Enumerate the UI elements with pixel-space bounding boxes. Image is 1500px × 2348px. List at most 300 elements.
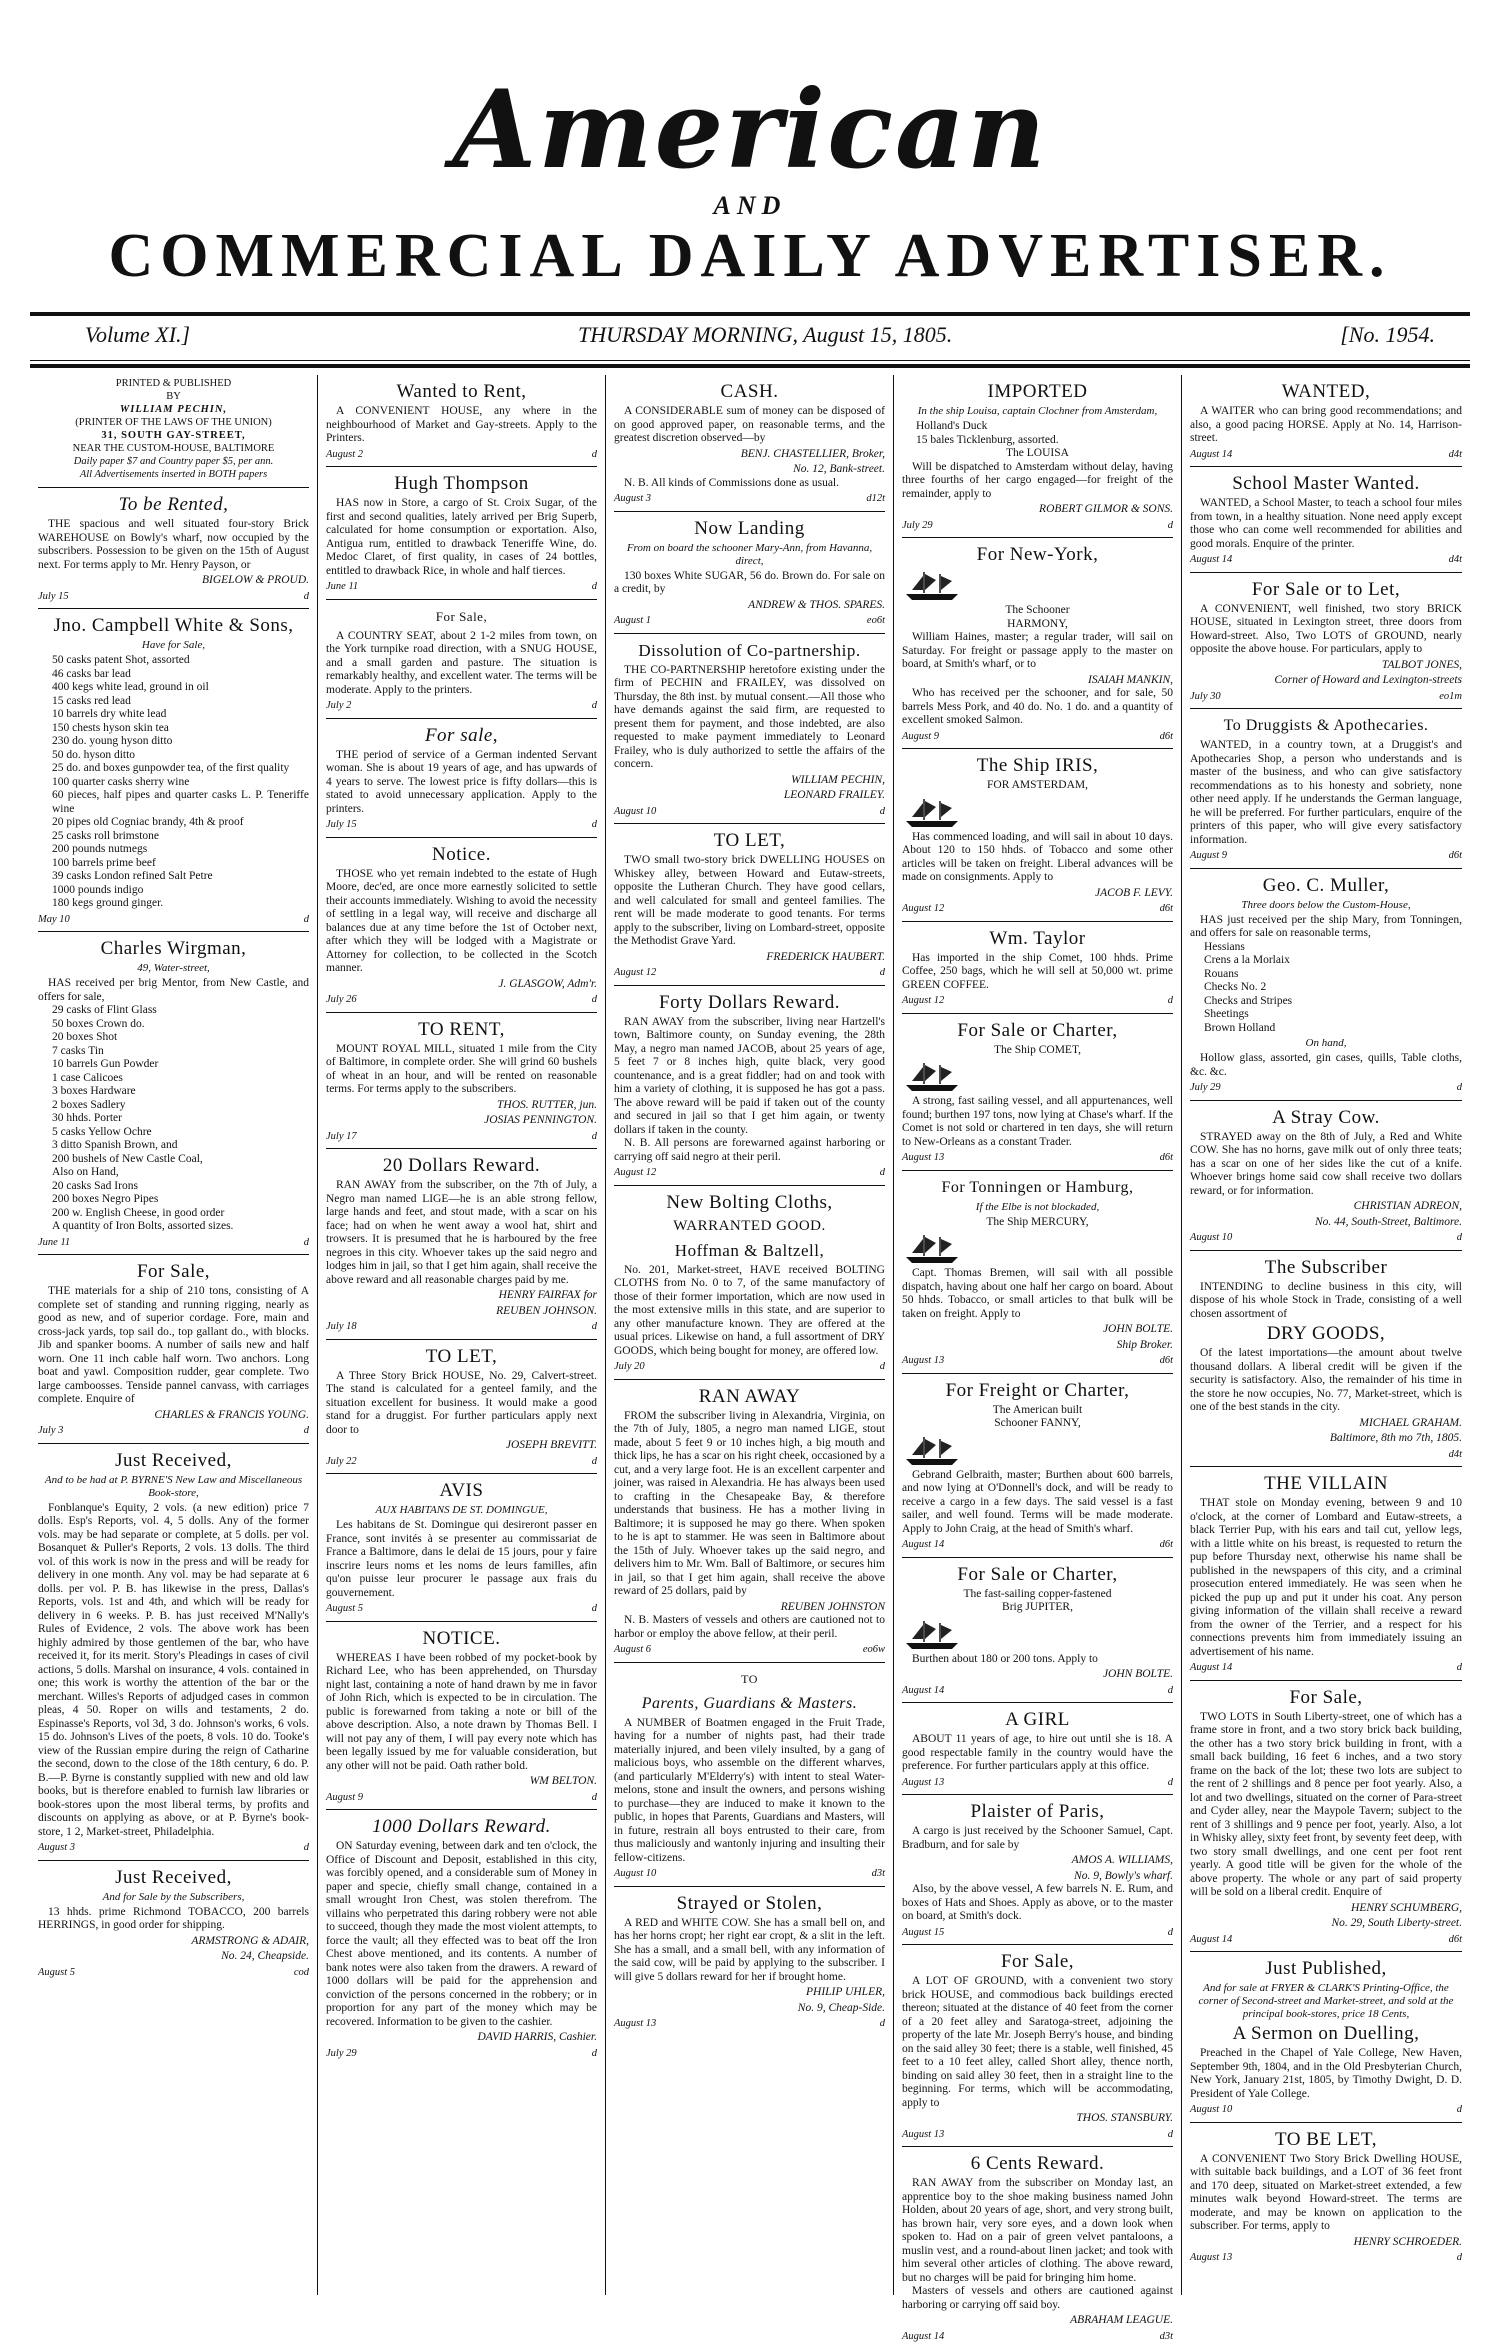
ad-date: July 20 bbox=[614, 1361, 645, 1372]
ad-subtitle: AUX HABITANS DE ST. DOMINGUE, bbox=[375, 1504, 548, 1516]
ad-signature: FREDERICK HAUBERT. bbox=[766, 950, 885, 963]
ad-mark: d bbox=[591, 1455, 597, 1467]
ship-name: Brig JUPITER, bbox=[1002, 1601, 1073, 1613]
ad-subtitle: In the ship Louisa, captain Clochner from Amsterdam, bbox=[917, 405, 1158, 417]
ad-title: TO LET, bbox=[713, 830, 786, 851]
list-item: 50 casks patent Shot, assorted bbox=[52, 654, 190, 666]
list-item: 15 bales Ticklenburg, assorted. bbox=[916, 433, 1059, 446]
advertisement bbox=[1190, 869, 1462, 1101]
ad-date: August 13 bbox=[1190, 2252, 1233, 2263]
ad-footer bbox=[902, 1684, 1173, 1698]
ad-title: 1000 Dollars Reward. bbox=[372, 1816, 551, 1837]
list-item: 10 barrels Gun Powder bbox=[52, 1058, 159, 1070]
ad-signature: WM BELTON. bbox=[529, 1775, 597, 1787]
ad-signature: DAVID HARRIS, Cashier. bbox=[477, 2031, 597, 2043]
ad-date: August 14 bbox=[1190, 554, 1233, 565]
ad-signature: WILLIAM PECHIN, bbox=[791, 773, 885, 786]
ad-body: A Three Story Brick HOUSE, No. 29, Calvert-street. The stand is calculated for a genteel family, and the situation excellent for business. It would make a good stand for a druggist. For further particulars apply next door to bbox=[326, 1369, 597, 1436]
ad-title: Just Published, bbox=[1265, 1958, 1387, 1979]
advertisement bbox=[902, 1558, 1173, 1704]
ad-footer bbox=[1190, 448, 1462, 462]
ship-name: The Ship MERCURY, bbox=[986, 1215, 1089, 1228]
list-item: 20 boxes Shot bbox=[52, 1031, 118, 1043]
ad-title: TO BE LET, bbox=[1275, 2128, 1377, 2150]
list-item: 2 boxes Sadlery bbox=[52, 1098, 126, 1111]
ad-body: Preached in the Chapel of Yale College, New Haven, September 9th, 1804, and in the Old Presbyterian Church, New York, January 21st, 1805, by Timothy Dwight, D. D. President of Yale College. bbox=[1190, 2047, 1462, 2100]
ad-signature-line: REUBEN JOHNSON. bbox=[496, 1304, 597, 1317]
dateline bbox=[85, 322, 1435, 352]
advertisement bbox=[326, 1340, 597, 1475]
ad-signature-line: No. 29, South Liberty-street. bbox=[1331, 1917, 1462, 1929]
ad-title: For Sale, bbox=[136, 1261, 211, 1282]
ad-footer bbox=[1190, 1231, 1462, 1245]
advertisement bbox=[38, 1255, 309, 1444]
ad-title: New Bolting Cloths, bbox=[666, 1191, 833, 1213]
ad-subtitle: The American built bbox=[992, 1403, 1083, 1416]
ad-body: A RED and WHITE COW. She has a small bell on, and has her horns cropt; her right ear cropt, & a slit in the left. She has a small, and a small bell, with any information of the said cow, will be paid by applying to the subscriber. I will give 5 dollars reward for her if brought home. bbox=[614, 1916, 885, 1983]
ad-title: AVIS bbox=[439, 1480, 484, 1501]
ad-mark: eo6t bbox=[866, 615, 885, 626]
ad-title: For Sale or Charter, bbox=[957, 1019, 1118, 1041]
ad-body: A COUNTRY SEAT, about 2 1-2 miles from town, on the York turnpike road direction, with a SNUG HOUSE, and a small garden and pasture. The situation is remarkably healthy, and excellent water. The terms will be moderate. Apply to the printers. bbox=[326, 629, 597, 696]
ad-subtitle: Have for Sale, bbox=[141, 639, 206, 651]
ad-signature: ISAIAH MANKIN, bbox=[1088, 673, 1173, 686]
ad-title: Now Landing bbox=[694, 517, 805, 539]
advertisement bbox=[326, 1013, 597, 1150]
advertisement bbox=[614, 512, 885, 634]
ad-note: Masters of vessels and others are cautioned against harboring or carrying off said boy. bbox=[902, 2285, 1173, 2311]
ad-footer bbox=[326, 1130, 597, 1144]
ad-title: Wanted to Rent, bbox=[396, 381, 527, 402]
ad-body: RAN AWAY from the subscriber, on the 7th of July, a Negro man named LIGE—he is an able strong fellow, large hands and feet, and stout made, with a scar on his face; had on when he went away a wool hat, shirt and trowsers. It is presumed that he is harboured by the free negroes in this city. Whoever takes up the said negro and lodges him in jail, so that I get him again, shall receive the above reward and all reasonable charges paid by me. bbox=[326, 1179, 597, 1286]
ad-mark: d bbox=[879, 1167, 885, 1178]
ad-title: Charles Wirgman, bbox=[100, 938, 247, 959]
ad-footer bbox=[614, 2017, 885, 2031]
ad-title: CASH. bbox=[720, 381, 779, 402]
ad-footer bbox=[614, 492, 885, 506]
ship-name: Schooner FANNY, bbox=[994, 1417, 1081, 1429]
ad-mark: eo1m bbox=[1439, 690, 1462, 702]
ad-body: HAS received per brig Mentor, from New Castle, and offers for sale, bbox=[38, 977, 309, 1003]
advertisement bbox=[902, 1171, 1173, 1374]
ad-signature: ANDREW & THOS. SPARES. bbox=[748, 598, 885, 611]
ad-signature: BENJ. CHASTELLIER, Broker, bbox=[740, 447, 885, 460]
ad-mark: d bbox=[879, 2018, 885, 2029]
ad-mark: d bbox=[303, 1842, 309, 1853]
ad-footer bbox=[38, 590, 309, 604]
list-item: A quantity of Iron Bolts, assorted sizes. bbox=[52, 1220, 234, 1232]
ad-footer bbox=[614, 614, 885, 628]
advertisement bbox=[1190, 1681, 1462, 1953]
ad-footer bbox=[1190, 1081, 1462, 1095]
ad-footer bbox=[38, 1236, 309, 1250]
list-item: Also on Hand, bbox=[52, 1166, 119, 1178]
ship-icon bbox=[902, 1231, 1173, 1265]
ad-signature-line: No. 12, Bank-street. bbox=[793, 463, 885, 475]
publisher-address: 31, SOUTH GAY-STREET, bbox=[101, 430, 246, 441]
list-item: 200 w. English Cheese, in good order bbox=[52, 1206, 225, 1219]
newspaper-subtitle: COMMERCIAL DAILY ADVERTISER. bbox=[108, 222, 1392, 290]
ad-signature-line: No. 24, Cheapside. bbox=[221, 1950, 309, 1962]
ad-signature-line: No. 9, Bowly's wharf. bbox=[1074, 1869, 1173, 1882]
imprint-line: All Advertisements inserted in BOTH papers bbox=[79, 469, 268, 480]
advertisement bbox=[1190, 709, 1462, 869]
ad-signature: CHRISTIAN ADREON, bbox=[1353, 1200, 1462, 1212]
column-5 bbox=[1182, 375, 1470, 2295]
ad-body: THE materials for a ship of 210 tons, consisting of A complete set of standing and running rigging, nearly as good as new, and of superior cordage. Fore, main and cross-jack yards, top sail do., top gallant do., with blocks. Jib and spanker booms. A number of sails new and half worn. One 11 inch cable half worn. Two anchors. Long boat and yawl. Composition rudder, gear complete. Two large camboosses. Tenside pannel canvass, with carriages complete. Enquire of bbox=[38, 1285, 309, 1405]
ad-date: June 11 bbox=[326, 581, 359, 592]
ad-date: May 10 bbox=[38, 913, 70, 925]
list-item: 200 boxes Negro Pipes bbox=[52, 1193, 159, 1205]
ad-footer bbox=[614, 1360, 885, 1374]
ad-mark: eo6w bbox=[862, 1644, 885, 1655]
ad-mark: cod bbox=[293, 1966, 309, 1978]
ad-title: WANTED, bbox=[1281, 381, 1371, 402]
ad-mark: d bbox=[1167, 1926, 1173, 1938]
ad-body: TWO small two-story brick DWELLING HOUSES on Whiskey alley, between Howard and Eutaw-streets, opposite the Lutheran Church. They have good cellars, and well calculated for small and genteel families. The rent will be made moderate to good tenants. For terms apply to the subscriber, living on Lombard-street, opposite the Methodist Grave Yard. bbox=[614, 854, 885, 947]
list-item: Checks and Stripes bbox=[1204, 994, 1293, 1007]
ad-subtitle: From on board the schooner Mary-Ann, from Havanna, direct, bbox=[626, 541, 873, 567]
advertisement bbox=[902, 1795, 1173, 1945]
list-item: 60 pieces, half pipes and quarter casks L. P. Teneriffe wine bbox=[52, 789, 309, 815]
ad-mark: d bbox=[591, 1130, 597, 1142]
ad-note: N. B. All kinds of Commissions done as usual. bbox=[624, 476, 839, 489]
ad-mark: d bbox=[591, 819, 597, 830]
ad-body: FROM the subscriber living in Alexandria, Virginia, on the 7th of July, 1805, a negro man named LIGE, stout made, about 5 feet 9 or 10 inches high, a big mouth and thick lips, he has a scar on his right cheek, occasioned by a cut, and a very large foot. He is an excellent carpenter and joiner, was raised in Alexandria. He has always been used to crafting in the Chesapeake Bay, & therefore understands that business. He has a mother living in Baltimore; it is supposed he may go there. When spoken to he is apt to stammer. He was seen in Baltimore about the 15th of July. Whoever takes up the said negro, and delivers him to Mr. Wm. Ball of Baltimore, or secures him in jail, so that I get him again, shall receive the above reward of 25 dollars, paid by bbox=[614, 1409, 885, 1597]
ad-signature: J. GLASGOW, Adm'r. bbox=[498, 977, 597, 990]
advertisement bbox=[1190, 375, 1462, 467]
ad-mark: d bbox=[591, 1791, 597, 1803]
ad-signature-line: Ship Broker. bbox=[1116, 1338, 1173, 1351]
ad-footer bbox=[1190, 849, 1462, 863]
ad-body: ON Saturday evening, between dark and ten o'clock, the Office of Discount and Deposit, established in this city, was forcibly opened, and a considerable sum of Money in paper and specie, chiefly small change, contained in a small wrought Iron Chest, was stolen therefrom. The villains who perpetrated this daring robbery were not able to succeed, though they made the most violent attempts, to force the vault; all they effected was to beat off the Iron Chest above mentioned, and its contents. A number of bank notes were also taken from the drawers. A reward of 1000 dollars will be paid for the apprehension and conviction of the persons concerned in the robbery; or in proportion for any part of the money which may be recovered. Information to be given to the cashier. bbox=[326, 1840, 597, 2028]
ad-mark: d bbox=[591, 1321, 597, 1332]
ad-body: WANTED, a School Master, to teach a school four miles from town, in a healthy situation. None need apply except those who can come well recommended for abilities and good morals. Enquire of the printer. bbox=[1190, 497, 1462, 550]
ad-date: August 9 bbox=[1190, 850, 1228, 861]
ship-icon bbox=[902, 568, 1173, 602]
ad-signature-line: Corner of Howard and Lexington-streets bbox=[1274, 674, 1462, 686]
ad-date: July 2 bbox=[326, 700, 352, 711]
ad-footer bbox=[614, 1643, 885, 1657]
ad-date: August 13 bbox=[902, 2128, 945, 2140]
list-item: 400 kegs white lead, ground in oil bbox=[52, 681, 209, 693]
ad-mark: d bbox=[1456, 1662, 1462, 1673]
masthead-rule-bottom-thick bbox=[30, 364, 1470, 368]
ad-title: 20 Dollars Reward. bbox=[382, 1155, 541, 1176]
list-item: 20 pipes old Cogniac brandy, 4th & proof bbox=[52, 816, 244, 828]
advertisement bbox=[614, 1186, 885, 1380]
ad-mark: d bbox=[1456, 1082, 1462, 1093]
ad-footer bbox=[326, 448, 597, 462]
ship-name: The Ship COMET, bbox=[994, 1043, 1081, 1056]
ad-footer bbox=[1190, 690, 1462, 704]
ad-note: Who has received per the schooner, and for sale, 50 barrels Mess Pork, and 40 do. No. 1 do. and a quantity of excellent smoked Salmon. bbox=[902, 687, 1173, 726]
ad-date: July 29 bbox=[326, 2047, 357, 2059]
ad-footer bbox=[326, 1455, 597, 1469]
ad-footer bbox=[1190, 1661, 1462, 1675]
ad-title: For Sale or Charter, bbox=[957, 1563, 1118, 1585]
ad-mark: d bbox=[1456, 2104, 1462, 2115]
imprint-line: NEAR THE CUSTOM-HOUSE, BALTIMORE bbox=[72, 443, 275, 454]
advertisement bbox=[326, 1149, 597, 1340]
ad-mark: d bbox=[879, 1361, 885, 1372]
ad-footer bbox=[614, 1867, 885, 1881]
advertisement bbox=[614, 634, 885, 825]
ad-title-line: DRY GOODS, bbox=[1266, 1323, 1386, 1344]
ship-name: HARMONY, bbox=[1007, 617, 1068, 630]
list-item: 100 quarter casks sherry wine bbox=[52, 775, 190, 788]
ad-footer bbox=[614, 966, 885, 980]
ad-date: August 14 bbox=[902, 2330, 945, 2342]
list-item: 20 casks Sad Irons bbox=[52, 1179, 138, 1192]
ad-body: No. 201, Market-street, HAVE received BOLTING CLOTHS from No. 0 to 7, of the same manufactory of those of their former importation, which are now used in the most extensive mills in this state, and are superior to any other manufacture known. They are offered at the usual prices. Likewise on hand, a full assortment of DRY GOODS, which being bought for money, are offered low. bbox=[614, 1263, 885, 1357]
ad-mark: d6t bbox=[1448, 1933, 1462, 1945]
ad-signature: HENRY FAIRFAX for bbox=[498, 1289, 597, 1301]
list-item: 46 casks bar lead bbox=[52, 667, 131, 680]
ad-signature: PHILIP UHLER, bbox=[805, 1986, 885, 1998]
ad-footer bbox=[614, 1166, 885, 1180]
ad-signature: JOHN BOLTE. bbox=[1102, 1323, 1173, 1335]
advertisement bbox=[326, 600, 597, 719]
masthead-and: AND bbox=[713, 191, 787, 220]
ad-signature-line: No. 44, South-Street, Baltimore. bbox=[1314, 1215, 1462, 1228]
ad-footer bbox=[38, 1966, 309, 1980]
ad-footer bbox=[1190, 2103, 1462, 2117]
ad-date: August 3 bbox=[38, 1842, 76, 1853]
list-item: 230 do. young hyson ditto bbox=[52, 735, 173, 747]
ad-footer bbox=[38, 913, 309, 927]
masthead-rule-bottom bbox=[30, 360, 1470, 361]
ad-body: HAS just received per the ship Mary, from Tonningen, and offers for sale on reasonable terms, bbox=[1190, 913, 1462, 939]
ad-date: August 12 bbox=[614, 1167, 657, 1178]
ad-footer bbox=[902, 519, 1173, 533]
ad-mark: d bbox=[1167, 519, 1173, 531]
ad-body: THOSE who yet remain indebted to the estate of Hugh Moore, dec'ed, are once more earnestly solicited to settle their accounts immediately. Wishing to avoid the necessity of settling in a legal way, will receive and discharge all balances due at any time before the 1st of October next, after which they will be lodged with a Magistrate or Attorney for collection, to be collected in the Scotch manner. bbox=[326, 867, 597, 974]
ad-date: August 1 bbox=[614, 615, 652, 626]
advertisement bbox=[38, 609, 309, 932]
advertisement bbox=[1190, 2123, 1462, 2270]
ad-title: Strayed or Stolen, bbox=[676, 1892, 823, 1914]
ad-date: July 29 bbox=[902, 519, 933, 531]
ad-date: August 10 bbox=[1190, 1232, 1233, 1243]
list-item: 1 case Calicoes bbox=[52, 1071, 123, 1084]
ad-footer bbox=[326, 818, 597, 832]
ad-title: A Stray Cow. bbox=[1272, 1106, 1380, 1128]
advertisement bbox=[1190, 573, 1462, 710]
ad-date: July 3 bbox=[38, 1425, 64, 1436]
list-item: Crens a la Morlaix bbox=[1204, 954, 1290, 966]
advertisement bbox=[614, 986, 885, 1186]
ad-body: A CONSIDERABLE sum of money can be disposed of on good approved paper, on reasonable terms, and the greatest discretion observed—by bbox=[614, 405, 885, 444]
advertisement bbox=[902, 2147, 1173, 2348]
ad-footer bbox=[902, 994, 1173, 1008]
ad-list bbox=[38, 1004, 309, 1234]
ad-signature: THOS. RUTTER, jun. bbox=[497, 1098, 597, 1111]
ad-date: August 2 bbox=[326, 448, 364, 460]
ad-subtitle: And for Sale by the Subscribers, bbox=[102, 1890, 245, 1903]
ad-body: ABOUT 11 years of age, to hire out until she is 18. A good respectable family in the country would have the preference. For further particulars apply at this office. bbox=[902, 1733, 1173, 1772]
ad-date: August 14 bbox=[1190, 448, 1233, 460]
ad-signature: ROBERT GILMOR & SONS. bbox=[1039, 503, 1173, 515]
ad-footer bbox=[902, 730, 1173, 744]
ad-date: August 12 bbox=[902, 903, 945, 914]
ad-mark: d3t bbox=[1159, 2330, 1173, 2342]
ad-title-line: A Sermon on Duelling, bbox=[1232, 2023, 1420, 2044]
advertisement bbox=[614, 1663, 885, 1887]
ad-body: 13 hhds. prime Richmond TOBACCO, 200 barrels HERRINGS, in good order for shipping. bbox=[38, 1905, 309, 1931]
issue-number: [No. 1954. bbox=[1340, 322, 1435, 347]
ad-date: August 5 bbox=[38, 1966, 76, 1978]
advertisement bbox=[38, 1444, 309, 1861]
ad-title: NOTICE. bbox=[422, 1627, 501, 1649]
ad-footer bbox=[614, 805, 885, 819]
ad-footer bbox=[902, 1926, 1173, 1940]
ad-date: August 13 bbox=[902, 1152, 945, 1163]
ad-body: A strong, fast sailing vessel, and all appurtenances, well found; burthen 197 tons, now lying at Chase's wharf. If the Comet is not sold or chartered in ten days, she will return to New-Orleans as a constant Trader. bbox=[902, 1095, 1173, 1148]
column-3 bbox=[606, 375, 894, 2295]
ad-mark: d bbox=[1167, 995, 1173, 1006]
ad-body: RAN AWAY from the subscriber, living near Hartzell's town, Baltimore county, on Sunday evening, the 28th May, a negro man named JACOB, about 25 years of age, 5 feet 7 or 8 inches high, quite black, very good countenance, and is a great fiddler; had on and took with him a variety of clothing, it is supposed he has got a pass. The above reward will be paid if taken out of the county and secured in jail so that I get him again, or twenty dollars if taken in the county. bbox=[614, 1015, 885, 1136]
ad-title: TO RENT, bbox=[418, 1018, 505, 1040]
ad-body: HAS now in Store, a cargo of St. Croix Sugar, of the first and second qualities, lately arrived per Brig Superb, calculated for home consumption or exportation. Also, Antigua rum, entitled to drawback Teneriffe Wine, do. Medoc Claret, of first quality, in cases of 24 bottles, entitled to drawback Rice, in whole and half tierces. bbox=[326, 497, 597, 577]
list-item: 180 kegs ground ginger. bbox=[52, 897, 164, 909]
ad-title-line: WARRANTED GOOD. bbox=[673, 1217, 826, 1234]
list-item: 39 casks London refined Salt Petre bbox=[52, 870, 213, 882]
ad-title: For Sale, bbox=[1000, 1951, 1075, 1972]
list-item: 7 casks Tin bbox=[52, 1044, 104, 1057]
newspaper-title: American bbox=[452, 67, 1048, 193]
ad-body: A CONVENIENT HOUSE, any where in the neighbourhood of Market and Gay-streets. Apply to the Printers. bbox=[326, 405, 597, 444]
ad-signature: HENRY SCHROEDER. bbox=[1353, 2235, 1462, 2248]
advertisement bbox=[614, 1887, 885, 2036]
advertisement bbox=[902, 538, 1173, 749]
ad-list bbox=[38, 654, 309, 911]
ad-mark: d bbox=[1167, 2128, 1173, 2140]
ad-title: For Freight or Charter, bbox=[945, 1379, 1130, 1401]
list-item: 29 casks of Flint Glass bbox=[52, 1004, 157, 1016]
list-item: 10 barrels dry white lead bbox=[52, 708, 167, 720]
imprint-line: PRINTED & PUBLISHED bbox=[115, 378, 232, 389]
ad-footer bbox=[326, 2047, 597, 2061]
ad-date: June 11 bbox=[38, 1236, 71, 1248]
ad-title: Geo. C. Muller, bbox=[1262, 874, 1390, 896]
ad-footer bbox=[1190, 553, 1462, 567]
ad-title: Just Received, bbox=[115, 1866, 232, 1888]
ad-footer bbox=[326, 1320, 597, 1334]
ad-title: The Ship IRIS, bbox=[976, 755, 1099, 776]
ad-signature: CHARLES & FRANCIS YOUNG. bbox=[154, 1408, 309, 1421]
ad-signature: REUBEN JOHNSTON bbox=[780, 1600, 885, 1613]
ship-icon bbox=[902, 795, 1173, 829]
ad-date: August 14 bbox=[1190, 1933, 1233, 1945]
ad-mark: d6t bbox=[1448, 850, 1462, 861]
ad-footer bbox=[902, 1354, 1173, 1368]
ad-signature-line: JOSIAS PENNINGTON. bbox=[484, 1114, 597, 1126]
ad-date: July 15 bbox=[38, 590, 69, 602]
ad-body: Burthen about 180 or 200 tons. Apply to bbox=[912, 1652, 1098, 1665]
ad-mark: d bbox=[879, 967, 885, 978]
ad-signature: BIGELOW & PROUD. bbox=[202, 574, 309, 586]
ad-footer bbox=[1190, 1448, 1462, 1462]
ad-footer bbox=[38, 1424, 309, 1438]
ad-date: August 14 bbox=[902, 1684, 945, 1696]
advertisement bbox=[38, 932, 309, 1255]
ad-mark: d bbox=[303, 590, 309, 602]
ad-signature: MICHAEL GRAHAM. bbox=[1359, 1416, 1462, 1429]
ad-signature: HENRY SCHUMBERG, bbox=[1351, 1901, 1462, 1914]
advertisement bbox=[614, 1380, 885, 1663]
ad-title: For sale, bbox=[424, 724, 499, 746]
columns bbox=[30, 375, 1470, 2342]
ad-signature: TALBOT JONES, bbox=[1381, 658, 1462, 671]
ad-subtitle: The Schooner bbox=[1005, 604, 1070, 616]
ad-body: MOUNT ROYAL MILL, situated 1 mile from the City of Baltimore, in complete order. She will grind 60 bushels of wheat in an hour, and will be rented on reasonable terms. For terms apply to the subscribers. bbox=[326, 1042, 597, 1095]
ad-footer bbox=[326, 993, 597, 1007]
advertisement bbox=[326, 375, 597, 467]
ad-note: N. B. Masters of vessels and others are cautioned not to harbor or employ the above fellow, at their peril. bbox=[614, 1614, 885, 1640]
column-1 bbox=[30, 375, 318, 2295]
ad-mark: d bbox=[1456, 2252, 1462, 2263]
ad-footer bbox=[38, 1841, 309, 1855]
ad-date: August 6 bbox=[614, 1644, 652, 1655]
ad-signature-line: No. 9, Cheap-Side. bbox=[797, 2001, 885, 2014]
ad-footer bbox=[1190, 2251, 1462, 2265]
advertisement bbox=[326, 1622, 597, 1811]
ad-body: WANTED, in a country town, at a Druggist's and Apothecaries Shop, a person who understands and is master of the business, and who can give satisfactory recommendations as to his honesty and sobriety, none other need apply. If he understands the German language, he will be preferred. For further particulars, enquire of the printers of this paper, who will give every satisfactory information. bbox=[1190, 739, 1462, 846]
ad-subtitle: Three doors below the Custom-House, bbox=[1241, 898, 1411, 911]
ad-mark: d bbox=[1167, 1776, 1173, 1788]
list-item: 3 boxes Hardware bbox=[52, 1085, 136, 1097]
publisher-name: WILLIAM PECHIN, bbox=[119, 404, 228, 415]
ad-body: Capt. Thomas Bremen, will sail with all possible dispatch, having about one half her cargo on board. About 50 hhds. Tobacco, or small articles to that bulk will be taken on freight. Apply to bbox=[902, 1267, 1173, 1320]
ad-date: August 13 bbox=[902, 1355, 945, 1366]
ad-title: IMPORTED bbox=[987, 381, 1088, 402]
ad-title: Plaister of Paris, bbox=[970, 1801, 1105, 1822]
ad-footer bbox=[902, 2330, 1173, 2344]
ad-date: July 18 bbox=[326, 1321, 357, 1332]
ad-mark: d bbox=[1456, 1232, 1462, 1243]
ad-mark: d6t bbox=[1159, 1539, 1173, 1550]
ad-footer bbox=[326, 699, 597, 713]
ad-title: For Sale, bbox=[435, 608, 488, 624]
list-item: Checks No. 2 bbox=[1204, 981, 1267, 993]
ad-title: 6 Cents Reward. bbox=[970, 2153, 1105, 2174]
advertisement bbox=[902, 922, 1173, 1014]
ad-title: For Sale, bbox=[1289, 1686, 1363, 1708]
advertisement bbox=[1190, 1101, 1462, 1251]
volume-number: Volume XI.] bbox=[85, 322, 191, 347]
ad-date: August 13 bbox=[902, 1776, 945, 1788]
advertisement bbox=[326, 719, 597, 838]
ad-body: William Haines, master; a regular trader, will sail on Saturday. For freight or passage apply to the master on board, at Smith's wharf, or to bbox=[902, 631, 1173, 670]
ad-footer bbox=[902, 902, 1173, 916]
ad-title: For New-York, bbox=[976, 544, 1099, 565]
column-2 bbox=[318, 375, 606, 2295]
advertisement bbox=[326, 467, 597, 600]
ad-note: Hollow glass, assorted, gin cases, quills, Table cloths, &c. &c. bbox=[1190, 1052, 1462, 1078]
ad-title: Dissolution of Co-partnership. bbox=[638, 640, 861, 660]
ad-mark: d bbox=[591, 448, 597, 460]
ad-subtitle: FOR AMSTERDAM, bbox=[987, 779, 1088, 791]
list-item: 200 pounds nutmegs bbox=[52, 843, 148, 855]
ad-footer bbox=[326, 580, 597, 594]
ad-subtitle: 49, Water-street, bbox=[137, 962, 210, 974]
list-item: Brown Holland bbox=[1204, 1021, 1276, 1034]
list-item: Rouans bbox=[1204, 967, 1239, 980]
ad-date: August 10 bbox=[1190, 2104, 1233, 2115]
ship-icon bbox=[902, 1059, 1173, 1093]
list-item: 5 casks Yellow Ochre bbox=[52, 1125, 152, 1138]
